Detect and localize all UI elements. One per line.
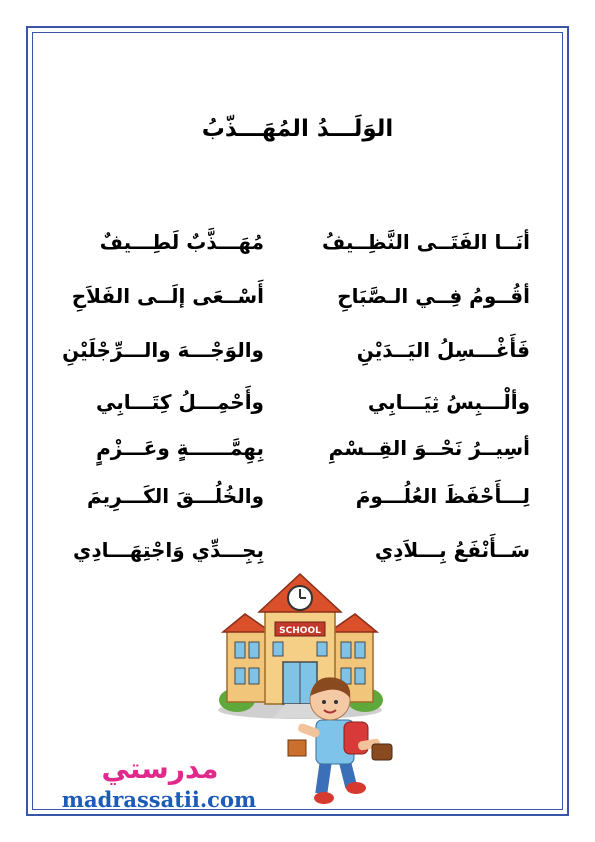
verse-5-second-half: بِهِمَّــــــةٍ وعَـــزْمٍ bbox=[96, 436, 264, 460]
verse-1-first-half: أنَــا الفَتَــى النَّظِــيفُ bbox=[322, 230, 530, 254]
verse-5-first-half: أسِيــرُ نَحْــوَ القِــسْمِ bbox=[328, 436, 530, 460]
verse-7-first-half: سَــأَنْفَعُ بِـــلاَدِي bbox=[374, 538, 530, 562]
verse-2-second-half: أَسْــعَى إلَــى الفَلاَحِ bbox=[71, 284, 264, 308]
verse-4-second-half: وأَحْمِـــلُ كِتَـــابِي bbox=[96, 390, 264, 414]
school-sign-text: SCHOOL bbox=[279, 626, 321, 636]
brand-website-url[interactable]: madrassatii.com bbox=[61, 787, 257, 812]
verse-6-second-half: والخُلُـــقَ الكَـــرِيمَ bbox=[86, 484, 264, 508]
verse-6-first-half: لِـــأَحْفَظَ العُلُـــومَ bbox=[355, 484, 530, 508]
verse-1-second-half: مُهَـــذَّبٌ لَطِـــيفٌ bbox=[99, 230, 264, 254]
verse-3-first-half: فَأَغْـــسِلُ اليَــدَيْنِ bbox=[356, 338, 530, 362]
verse-3-second-half: والوَجْـــهَ والـــرِّجْلَيْنِ bbox=[62, 338, 264, 362]
brand-arabic-logo: مدرستي bbox=[101, 752, 219, 785]
verse-2-first-half: أقُــومُ فِــي الـصَّبَاحِ bbox=[337, 284, 530, 308]
schoolboy-illustration bbox=[280, 660, 395, 810]
verse-4-first-half: وألْـــبِسُ ثِيَـــابِي bbox=[367, 390, 530, 414]
poem-title: الوَلَـــدُ المُهَـــذّبُ bbox=[201, 116, 394, 142]
verse-7-second-half: بِجِـــدِّي وَاجْتِهَـــادِي bbox=[73, 538, 264, 562]
